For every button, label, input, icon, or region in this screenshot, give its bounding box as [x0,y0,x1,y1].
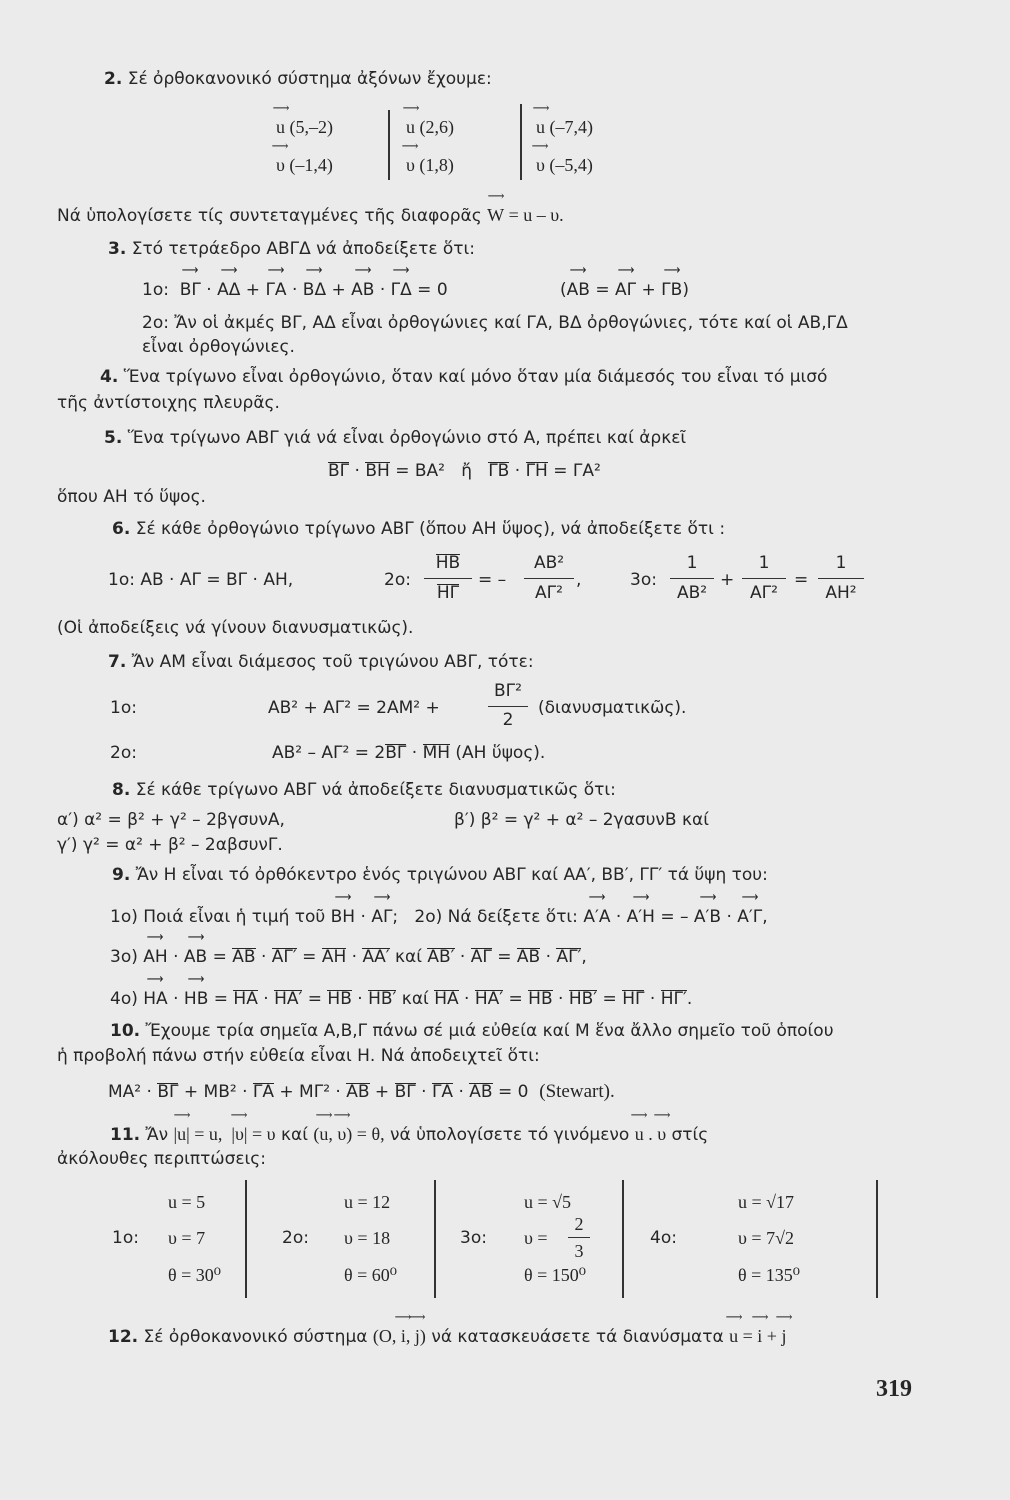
case-2-label: 2ο: [282,1228,309,1248]
exercise-2-v-col2: ⟶ υ (1,8) [406,154,454,176]
exercise-2-u-col3: ⟶ u (–7,4) [536,116,593,138]
exercise-2-v-col1: ⟶ υ (–1,4) [276,154,333,176]
exercise-6-formula-3-label: 3ο: [630,570,657,590]
exercise-6-text: 6. Σέ κάθε ὀρθογώνιο τρίγωνο ΑΒΓ (ὅπου ΑΗ ὕψος), νά ἀποδείξετε ὅτι : [112,519,726,539]
frac-numerator: 1 [835,553,847,573]
exercise-7-f2-label: 2ο: [110,743,137,763]
case-2-v: υ = 18 [344,1228,391,1248]
exercise-2-question: Νά ὑπολογίσετε τίς συντεταγμένες τῆς διαφορᾶς ⟶ W = u – υ. [57,204,564,227]
case-4-u: u = √17 [738,1192,795,1212]
exercise-10-formula: ΜΑ² · ΒΓ + ΜΒ² · ΓΑ + ΜΓ² · ΑΒ + ΒΓ · ΓΑ · ΑΒ = 0 (Stewart). [108,1081,615,1102]
exercise-9-q1: 1ο) Ποιά εἶναι ἡ τιμή τοῦ ⟶ ΒΗ · ⟶ ΑΓ; 2ο) Νά δείξετε ὅτι: ⟶ Α′Α · ⟶ Α′Η = – ⟶ Α′Β · ⟶ Α′Γ, [110,906,768,928]
frac-denominator: ΑΓ² [535,583,563,603]
frac-numerator: ΗΒ [435,553,461,573]
exercise-8-text: 8. Σέ κάθε τρίγωνο ΑΒΓ νά ἀποδείξετε διανυσματικῶς ὅτι: [112,780,616,800]
exercise-10-text-cont: ἡ προβολή πάνω στήν εὐθεία εἶναι Η. Νά ἀποδειχτεῖ ὅτι: [57,1046,540,1066]
frac-numerator: 1 [758,553,770,573]
case-4-label: 4ο: [650,1228,677,1248]
case-2-u: u = 12 [344,1192,391,1212]
frac-denominator: ΑΗ² [825,583,857,603]
exercise-12-text: 12. Σέ ὀρθοκανονικό σύστημα (O, ⟶ i, ⟶ j) νά κατασκευάσετε τά διανύσματα ⟶ u = ⟶ i + ⟶ j [108,1325,786,1348]
exercise-9-q3: 3ο) ⟶ ΑΗ · ⟶ ΑΒ = ΑΒ · ΑΓ′ = ΑΗ · ΑΑ′ καί ΑΒ′ · ΑΓ = ΑΒ · ΑΓ′, [110,946,587,968]
exercise-6-formula-2-mid: = – [478,570,507,590]
exercise-8-b: β′) β² = γ² + α² – 2γασυνΒ καί [454,810,709,830]
comma: , [576,570,582,590]
fraction-bar [424,578,472,579]
fraction-bar [742,578,786,579]
exercise-5-text-cont: ὅπου ΑΗ τό ὕψος. [57,487,206,507]
table-divider [434,1180,436,1298]
exercise-10-text: 10. Ἔχουμε τρία σημεῖα Α,Β,Γ πάνω σέ μιά εὐθεία καί Μ ἕνα ἄλλο σημεῖο τοῦ ὁποίου [110,1021,834,1041]
case-3-v-prefix: υ = [524,1228,548,1248]
frac-denominator: ΑΓ² [750,583,778,603]
frac-numerator: 2 [574,1214,584,1234]
case-3-u: u = √5 [524,1192,572,1212]
exercise-2-intro: 2. Σέ ὀρθοκανονικό σύστημα ἀξόνων ἔχουμε: [104,69,492,89]
page-number: 319 [876,1376,912,1402]
exercise-9-text: 9. Ἄν Η εἶναι τό ὀρθόκεντρο ἑνός τριγώνου ΑΒΓ καί ΑΑ′, ΒΒ′, ΓΓ′ τά ὕψη του: [112,865,768,885]
exercise-4-text-cont: τῆς ἀντίστοιχης πλευρᾶς. [57,393,280,413]
exercise-7-f2: ΑΒ² – ΑΓ² = 2ΒΓ · ΜΗ (ΑΗ ὕψος). [272,743,546,763]
exercise-7-f1-lhs: ΑΒ² + ΑΓ² = 2ΑΜ² + [268,698,440,718]
exercise-8-c: γ′) γ² = α² + β² – 2αβσυνΓ. [57,835,283,855]
exercise-4-text: 4. Ἕνα τρίγωνο εἶναι ὀρθογώνιο, ὅταν καί μόνο ὅταν μία διάμεσός του εἶναι τό μισό [100,367,828,387]
exercise-7-text: 7. Ἄν ΑΜ εἶναι διάμεσος τοῦ τριγώνου ΑΒΓ, τότε: [108,652,534,672]
frac-denominator: ΗΓ [436,583,460,603]
fraction-bar [488,706,528,707]
plus-sign: + [720,570,735,590]
exercise-11-text-cont: ἀκόλουθες περιπτώσεις: [57,1149,266,1169]
case-1-label: 1ο: [112,1228,139,1248]
frac-numerator: 1 [686,553,698,573]
case-1-v: υ = 7 [168,1228,206,1248]
exercise-9-q4: 4ο) ⟶ ΗΑ · ⟶ ΗΒ = ΗΑ · ΗΑ′ = ΗΒ · ΗΒ′ καί ΗΑ · ΗΑ′ = ΗΒ · ΗΒ′ = ΗΓ · ΗΓ′. [110,988,692,1010]
case-1-theta: θ = 30⁰ [168,1265,221,1285]
case-1-u: u = 5 [168,1192,206,1212]
case-3-theta: θ = 150⁰ [524,1265,586,1285]
exercise-6-formula-2-label: 2ο: [384,570,411,590]
fraction-bar [670,578,714,579]
fraction-bar [818,578,864,579]
column-divider [520,104,522,180]
exercise-2-u-col2: ⟶ u (2,6) [406,116,454,138]
exercise-5-formula: ΒΓ · ΒΗ = ΒΑ² ἤ ΓΒ · ΓΗ = ΓΑ² [328,461,601,481]
frac-denominator: 3 [574,1241,584,1261]
exercise-3-formula-1: 1ο: ⟶ ΒΓ · ⟶ ΑΔ + ⟶ ΓΑ · ⟶ ΒΔ + ⟶ ΑΒ · ⟶ ΓΔ = 0 [142,279,448,301]
exercise-3-part-2: 2ο: Ἄν οἱ ἀκμές ΒΓ, ΑΔ εἶναι ὀρθογώνιες καί ΓΑ, ΒΔ ὀρθογώνιες, τότε καί οἱ ΑΒ,ΓΔ [142,313,848,333]
exercise-6-note: (Οἱ ἀποδείξεις νά γίνουν διανυσματικῶς). [57,618,414,638]
frac-denominator: 2 [502,710,514,730]
column-divider [388,110,390,180]
frac-numerator: ΑΒ² [533,553,565,573]
table-divider [245,1180,247,1298]
exercise-7-f1-label: 1ο: [110,698,137,718]
table-divider [876,1180,878,1298]
exercise-3-intro: 3. Στό τετράεδρο ΑΒΓΔ νά ἀποδείξετε ὅτι: [108,239,476,259]
frac-numerator: ΒΓ² [494,681,522,701]
case-3-label: 3ο: [460,1228,487,1248]
exercise-3-part-2-cont: εἶναι ὀρθογώνιες. [142,337,295,357]
exercise-7-f1-note: (διανυσματικῶς). [538,698,687,718]
exercise-11-text: 11. Ἄν |⟶ u| = u, |⟶ υ| = υ καί (⟶ u, ⟶ υ) = θ, νά ὑπολογίσετε τό γινόμενο ⟶ u . ⟶ υ στίς [110,1123,708,1146]
exercise-5-text: 5. Ἕνα τρίγωνο ΑΒΓ γιά νά εἶναι ὀρθογώνιο στό Α, πρέπει καί ἀρκεῖ [104,428,687,448]
fraction-bar [524,578,574,579]
case-4-v: υ = 7√2 [738,1228,794,1248]
exercise-3-hint: (⟶ ΑΒ = ⟶ ΑΓ + ⟶ ΓΒ) [560,279,689,301]
exercise-2-u-col1: ⟶ u (5,–2) [276,116,333,138]
fraction-bar [568,1237,590,1238]
case-2-theta: θ = 60⁰ [344,1265,397,1285]
exercise-8-a: α′) α² = β² + γ² – 2βγσυνΑ, [57,810,285,830]
table-divider [622,1180,624,1298]
frac-denominator: ΑΒ² [676,583,708,603]
equals-sign: = [794,570,809,590]
exercise-2-v-col3: ⟶ υ (–5,4) [536,154,593,176]
exercise-6-formula-1: 1ο: ΑΒ · ΑΓ = ΒΓ · ΑΗ, [108,570,294,590]
case-4-theta: θ = 135⁰ [738,1265,800,1285]
